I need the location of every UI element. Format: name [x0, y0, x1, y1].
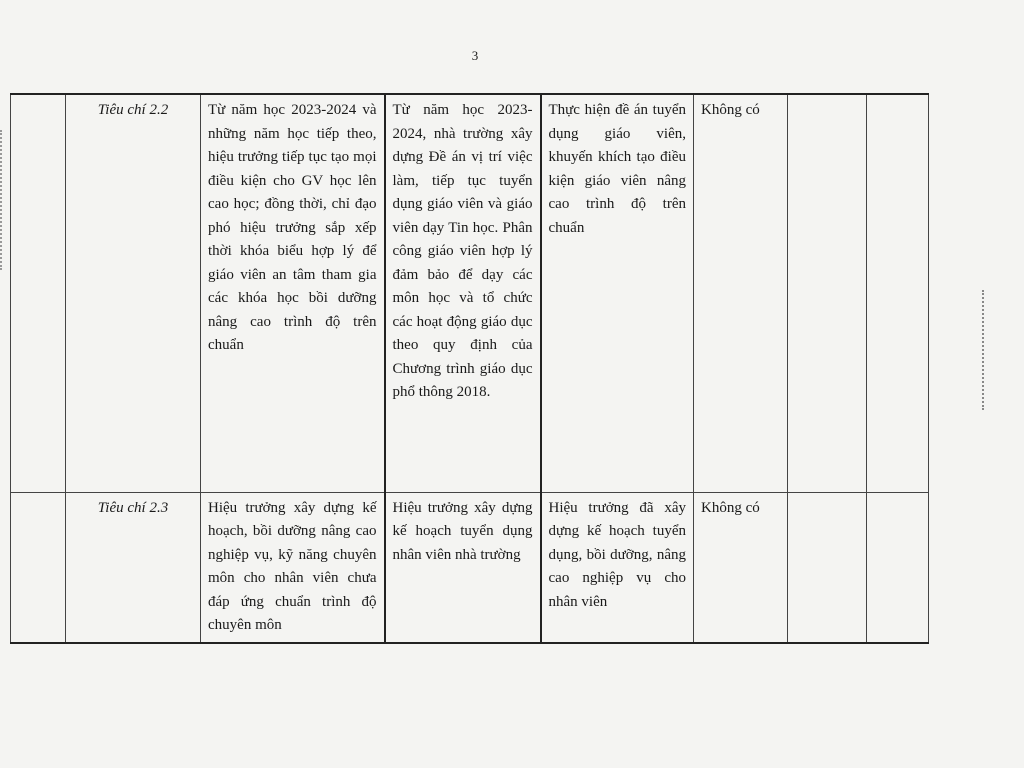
goal-cell: Từ năm học 2023-2024 và những năm học tiếp theo, hiệu trưởng tiếp tục tạo mọi điều kiện cho GV học lên cao học; đồng thời, chỉ đạo phó hiệu trưởng sắp xếp thời khóa biểu hợp lý để giáo viên an tâm tham gia các khóa học bồi dưỡng nâng cao trình độ trên chuẩn — [201, 94, 385, 492]
extra-cell — [867, 492, 929, 643]
extra-cell — [867, 94, 929, 492]
page-number: 3 — [471, 48, 479, 63]
extra-cell — [788, 94, 867, 492]
criterion-cell: Tiêu chí 2.2 — [66, 94, 201, 492]
result-cell: Từ năm học 2023-2024, nhà trường xây dựng Đề án vị trí việc làm, tiếp tục tuyển dụng giáo viên và giáo viên dạy Tin học. Phân công giáo viên hợp lý đảm bảo để dạy các môn học và tổ chức các hoạt động giáo dục theo quy định của Chương trình giáo dục phổ thông 2018. — [385, 94, 541, 492]
extra-cell — [788, 492, 867, 643]
table-row — [11, 492, 929, 643]
result-cell: Hiệu trưởng xây dựng kế hoạch tuyển dụng nhân viên nhà trường — [385, 492, 541, 643]
row-index-cell — [11, 94, 66, 492]
note-cell: Không có — [694, 492, 788, 643]
measure-cell: Thực hiện đề án tuyển dụng giáo viên, khuyến khích tạo điều kiện giáo viên nâng cao trình độ trên chuẩn — [541, 94, 694, 492]
goal-cell: Hiệu trưởng xây dựng kế hoạch, bồi dưỡng nâng cao nghiệp vụ, kỹ năng chuyên môn cho nhân viên chưa đáp ứng chuẩn trình độ chuyên môn — [201, 492, 385, 643]
criterion-cell: Tiêu chí 2.3 — [66, 492, 201, 643]
row-index-cell — [11, 492, 66, 643]
measure-cell: Hiệu trưởng đã xây dựng kế hoạch tuyển dụng, bồi dưỡng, nâng cao nghiệp vụ cho nhân viên — [541, 492, 694, 643]
scan-artifact-right — [982, 290, 986, 410]
table-row — [11, 94, 929, 492]
evaluation-table — [10, 93, 929, 644]
note-cell: Không có — [694, 94, 788, 492]
